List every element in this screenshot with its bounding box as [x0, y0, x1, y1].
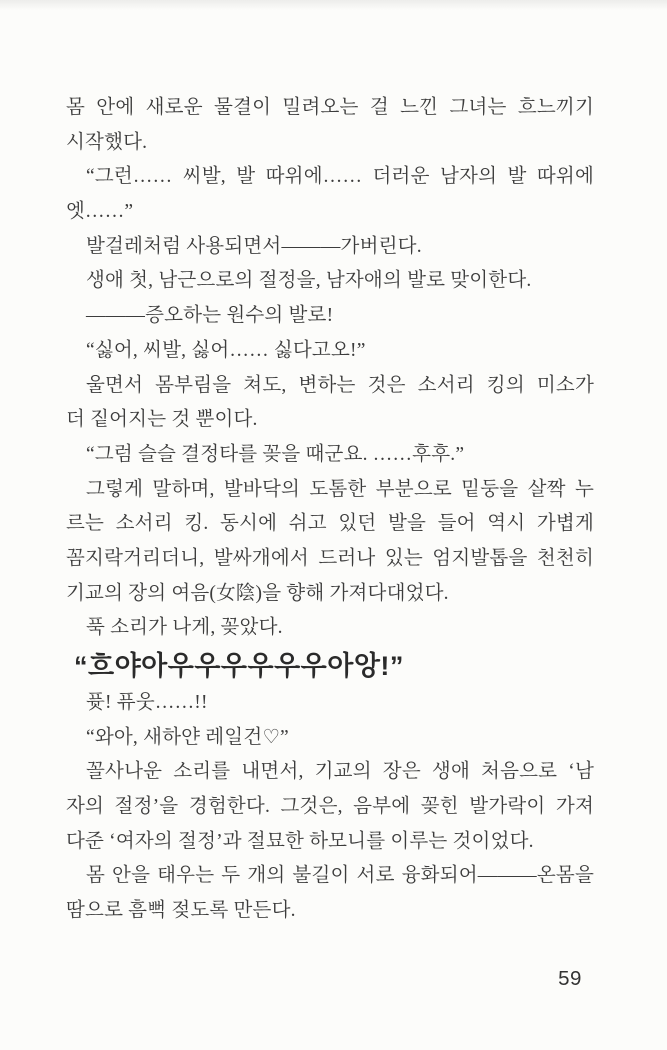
page-number: 59	[558, 967, 582, 990]
text-line: 시작했다.	[66, 131, 148, 153]
text-line: 다준 ‘여자의 절정’과 절묘한 하모니를 이루는 것이었다.	[66, 830, 534, 852]
text-line: 꼴사나운 소리를 내면서, 기교의 장은 생애 처음으로 ‘남	[86, 761, 594, 783]
text-line: “그런…… 씨발, 발 따위에…… 더러운 남자의 발 따위에	[86, 166, 594, 188]
book-page-text-block	[66, 91, 594, 929]
scan-artifact-top-edge	[0, 0, 667, 10]
text-line: 기교의 장의 여음(女陰)을 향해 가져다대었다.	[66, 582, 449, 604]
text-line: 퓻! 퓨웃……!!	[86, 692, 208, 713]
text-line: 몸 안을 태우는 두 개의 불길이 서로 융화되어———온몸을	[86, 865, 594, 887]
text-line: 더 짙어지는 것 뿐이다.	[66, 409, 258, 431]
emphasized-exclamation-line: “흐야아우우우우우우아앙!”	[74, 651, 404, 681]
text-line: 몸 안에 새로운 물결이 밀려오는 걸 느낀 그녀는 흐느끼기	[66, 97, 594, 118]
text-line: 그렇게 말하며, 발바닥의 도톰한 부분으로 밑둥을 살짝 누	[86, 478, 594, 500]
text-line: “와아, 새하얀 레일건♡”	[86, 726, 289, 748]
text-line: “싫어, 씨발, 싫어…… 싫다고오!”	[86, 339, 366, 361]
text-line: “그럼 슬슬 결정타를 꽂을 때군요. ……후후.”	[86, 443, 465, 465]
text-line: 자의 절정’을 경험한다. 그것은, 음부에 꽂힌 발가락이 가져	[66, 796, 594, 818]
text-line: 발걸레처럼 사용되면서———가버린다.	[86, 235, 422, 257]
text-line: 르는 소서리 킹. 동시에 쉬고 있던 발을 들어 역시 가볍게	[66, 513, 594, 535]
text-line: 푹 소리가 나게, 꽂았다.	[86, 617, 283, 639]
text-line: ———증오하는 원수의 발로!	[86, 305, 334, 327]
text-line: 엣……”	[66, 201, 134, 223]
text-line: 울면서 몸부림을 쳐도, 변하는 것은 소서리 킹의 미소가	[86, 374, 594, 396]
text-line: 꼼지락거리더니, 발싸개에서 드러나 있는 엄지발톱을 천천히	[66, 547, 594, 569]
text-line: 땀으로 흠뻑 젖도록 만든다.	[66, 900, 296, 922]
text-line: 생애 첫, 남근으로의 절정을, 남자애의 발로 맞이한다.	[86, 270, 532, 292]
